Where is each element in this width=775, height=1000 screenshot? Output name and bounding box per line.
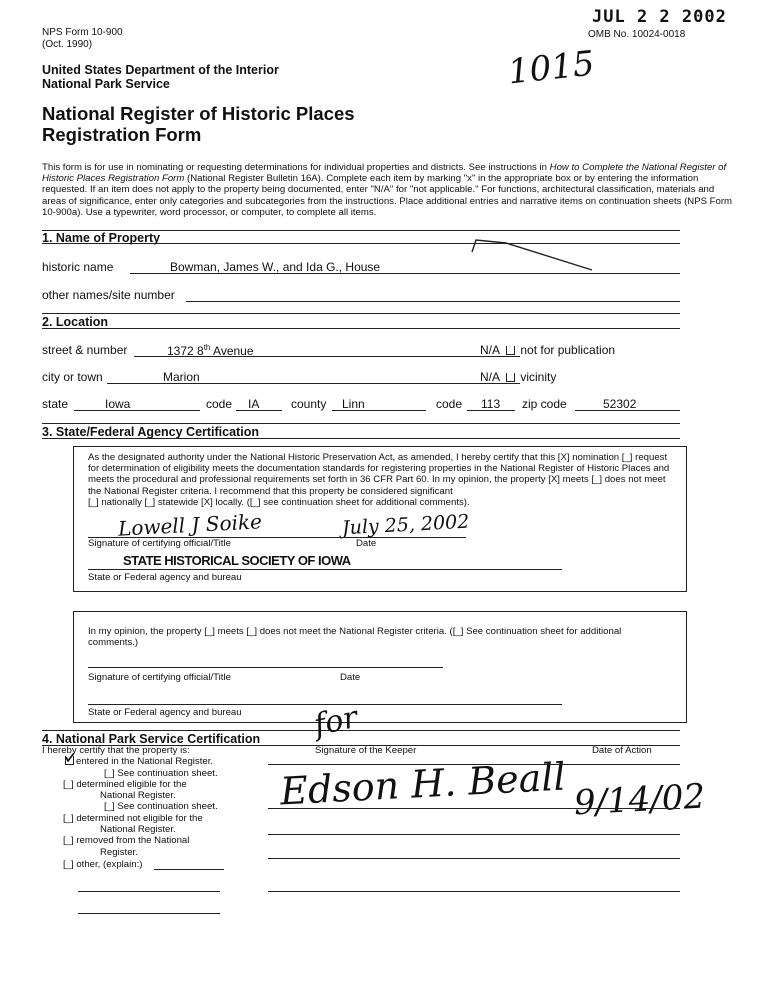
section-4-heading: 4. National Park Service Certification	[42, 732, 261, 746]
zip-label: zip code	[522, 397, 567, 411]
rule	[130, 273, 680, 274]
signature-date: July 25, 2002	[341, 510, 470, 540]
page-subtitle: Registration Form	[42, 124, 202, 145]
instructions-bulletin-title: How to Complete the National Register of Historic Places Registration Form	[42, 162, 727, 185]
state-code-value: IA	[248, 397, 260, 411]
county-code-label: code	[436, 397, 463, 411]
list-item: National Register.	[100, 790, 176, 801]
state-code-label: code	[206, 397, 233, 411]
street-name: Avenue	[210, 344, 254, 358]
list-item: Register.	[100, 847, 138, 858]
rule	[332, 410, 426, 411]
keeper-signature-label: Signature of the Keeper	[315, 745, 417, 756]
rule	[467, 410, 515, 411]
date-label: Date	[356, 538, 377, 549]
date-of-action-label: Date of Action	[592, 745, 652, 756]
rule	[268, 764, 680, 765]
form-number: NPS Form 10-900	[42, 27, 123, 38]
rule	[268, 891, 680, 892]
historic-name-value: Bowman, James W., and Ida G., House	[170, 260, 381, 274]
list-item: entered in the National Register.	[76, 756, 214, 767]
rule	[575, 410, 680, 411]
state-value: Iowa	[105, 397, 131, 411]
other-names-label: other names/site number	[42, 288, 175, 302]
vicinity-label: vicinity	[520, 370, 557, 384]
section-2-heading: 2. Location	[42, 315, 108, 329]
street-number: 1372 8	[167, 344, 204, 358]
not-for-publication-option[interactable]	[504, 343, 615, 357]
rule	[42, 328, 680, 329]
stray-pen-mark	[466, 236, 596, 272]
city-label: city or town	[42, 370, 103, 384]
rule	[88, 667, 443, 668]
rule	[78, 913, 220, 914]
rule	[74, 410, 200, 411]
date-of-action: 9/14/02	[573, 776, 707, 824]
opinion-text: In my opinion, the property [_] meets [_] does not meet the National Register criteria. ([_] See continuation sheet for additional comments.)	[88, 626, 622, 649]
agency-label-2: State or Federal agency and bureau	[88, 707, 242, 718]
instructions-text-a: This form is for use in nominating or requesting determinations for individual properties and districts. See instructions in	[42, 162, 550, 173]
agency-label: State or Federal agency and bureau	[88, 572, 242, 583]
rule	[42, 438, 680, 439]
checkbox-checked[interactable]	[65, 756, 74, 765]
agency: National Park Service	[42, 77, 170, 91]
list-item[interactable]: [_] removed from the National	[63, 835, 190, 846]
city-value: Marion	[163, 370, 200, 384]
list-item: National Register.	[100, 824, 176, 835]
rule	[154, 869, 224, 870]
page-title: National Register of Historic Places	[42, 103, 355, 124]
omb-number: OMB No. 10024-0018	[588, 29, 686, 40]
rule	[42, 730, 680, 731]
county-label: county	[291, 397, 327, 411]
street-ordinal: th	[203, 343, 211, 352]
historic-name-label: historic name	[42, 260, 114, 274]
na-vicinity: N/A	[480, 370, 501, 384]
rule	[268, 858, 680, 859]
handwritten-reference: 1015	[506, 43, 597, 93]
rule	[268, 808, 680, 809]
list-item[interactable]: [_] determined not eligible for the	[63, 813, 203, 824]
rule	[268, 834, 680, 835]
rule	[88, 569, 562, 570]
county-value: Linn	[342, 397, 365, 411]
signature-label-2: Signature of certifying official/Title	[88, 672, 231, 683]
list-item[interactable]: [_] determined eligible for the	[63, 779, 187, 790]
not-for-publication-label: not for publication	[520, 343, 616, 357]
list-item[interactable]: [_] See continuation sheet.	[104, 768, 218, 779]
section-3-heading: 3. State/Federal Agency Certification	[42, 425, 259, 439]
rule	[134, 356, 520, 357]
received-stamp: JUL 2 2 2002	[592, 7, 727, 27]
rule	[42, 423, 680, 424]
keeper-signature: Edson H. Beall	[279, 754, 567, 814]
street-label: street & number	[42, 343, 128, 357]
for-mark: for	[310, 699, 361, 744]
department: United States Department of the Interior	[42, 63, 279, 77]
certification-text: As the designated authority under the National Historic Preservation Act, as amended, I hereby certify that this [X] nomination [_] request for determination of eligibility meets the documentation standards for registering properties in the National Register of Historic Places and meets the procedural and professional requirements set forth in 36 CFR Part 60. In my opinion, the property [X] meets [_] does not meet the National Register criteria. I recommend that this property be considered significant	[88, 452, 670, 497]
state-label: state	[42, 397, 69, 411]
zip-value: 52302	[603, 397, 637, 411]
rule	[107, 383, 520, 384]
checkbox[interactable]	[506, 373, 515, 382]
checkbox[interactable]	[506, 346, 515, 355]
form-date: (Oct. 1990)	[42, 39, 93, 50]
rule	[78, 891, 220, 892]
list-item[interactable]: [_] other, (explain:)	[63, 859, 143, 870]
vicinity-option[interactable]	[504, 370, 556, 384]
section-1-heading: 1. Name of Property	[42, 231, 161, 245]
certifying-signature: Lowell J Soike	[117, 509, 263, 541]
list-item[interactable]: [_] See continuation sheet.	[104, 801, 218, 812]
rule	[186, 301, 680, 302]
signature-label: Signature of certifying official/Title	[88, 538, 231, 549]
instructions-paragraph	[42, 162, 738, 218]
county-code-value: 113	[481, 397, 501, 411]
date-label-2: Date	[340, 672, 361, 683]
na-publication: N/A	[480, 343, 501, 357]
rule	[236, 410, 282, 411]
instructions-text-b: (National Register Bulletin 16A). Complete each item by marking "x" in the appropriate box or by entering the information requested. If an item does not apply to the property being documented, enter "N/A" for "not applicable." For functions, architectural classification, materials and areas of significance, enter only categories and subcategories from the instructions. Place additional entries and narrative items on continuation sheets (NPS Form 10-900a). Use a typewriter, word processor, or computer, to complete all items.	[42, 173, 733, 218]
significance-line: [_] nationally [_] statewide [X] locally. ([_] see continuation sheet for additional comments).	[88, 497, 470, 508]
certify-label: I hereby certify that the property is:	[42, 745, 190, 756]
agency-stamp: STATE HISTORICAL SOCIETY OF IOWA	[123, 553, 351, 568]
entered-option[interactable]	[63, 756, 213, 767]
rule	[42, 313, 680, 314]
